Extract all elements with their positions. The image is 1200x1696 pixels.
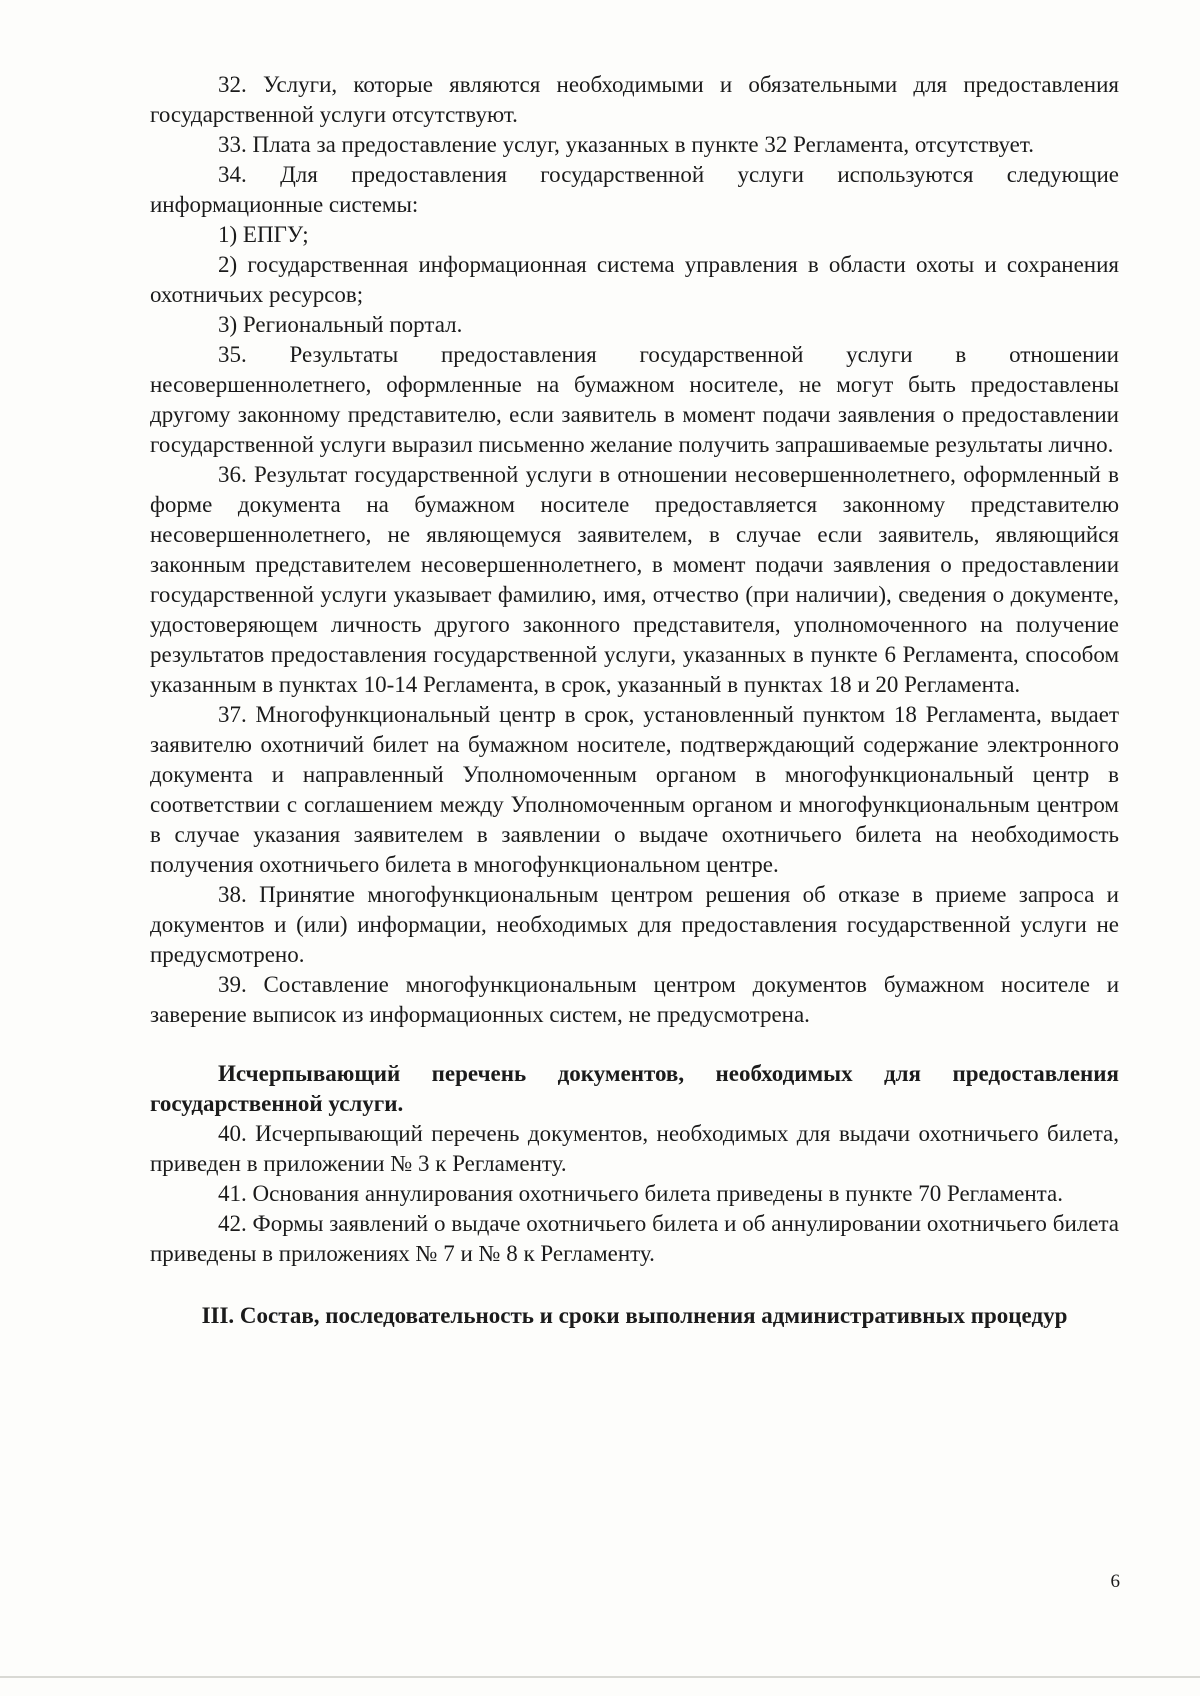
list-item-3: 3) Региональный портал. bbox=[218, 312, 463, 337]
paragraph-35: 35. Результаты предоставления государственной услуги в отношении несовершеннолетнего, оформленные на бумажном носителе, не могут быть предоставлены другому законному представителю, если заявитель в момент подачи заявления о предоставлении государственной услуги выразил письменно желание получить запрашиваемые результаты лично. bbox=[150, 342, 1119, 457]
paragraph-33: 33. Плата за предоставление услуг, указанных в пункте 32 Регламента, отсутствует. bbox=[218, 132, 1034, 157]
list-item-1: 1) ЕПГУ; bbox=[218, 222, 309, 247]
paragraph-42: 42. Формы заявлений о выдаче охотничьего билета и об аннулировании охотничьего билета приведены в приложениях № 7 и № 8 к Регламенту. bbox=[150, 1211, 1119, 1266]
paragraph-34: 34. Для предоставления государственной услуги используются следующие информационные системы: bbox=[150, 162, 1119, 217]
paragraph-32: 32. Услуги, которые являются необходимыми и обязательными для предоставления государственной услуги отсутствуют. bbox=[150, 72, 1119, 127]
paragraph-41: 41. Основания аннулирования охотничьего билета приведены в пункте 70 Регламента. bbox=[218, 1181, 1063, 1206]
scan-edge-line bbox=[0, 1676, 1200, 1678]
paragraph-39: 39. Составление многофункциональным центром документов бумажном носителе и заверение выписок из информационных систем, не предусмотрена. bbox=[150, 972, 1119, 1027]
section-heading: Исчерпывающий перечень документов, необходимых для предоставления государственной услуги. bbox=[150, 1061, 1119, 1116]
document-body bbox=[150, 70, 1119, 1331]
paragraph-37: 37. Многофункциональный центр в срок, установленный пунктом 18 Регламента, выдает заявителю охотничий билет на бумажном носителе, подтверждающий содержание электронного документа и направленный Уполномоченным органом в многофункциональный центр в соответствии с соглашением между Уполномоченным органом и многофункциональным центром в случае указания заявителем в заявлении о выдаче охотничьего билета на необходимость получения охотничьего билета в многофункциональном центре. bbox=[150, 702, 1119, 877]
paragraph-40: 40. Исчерпывающий перечень документов, необходимых для выдачи охотничьего билета, приведен в приложении № 3 к Регламенту. bbox=[150, 1121, 1119, 1176]
paragraph-38: 38. Принятие многофункциональным центром решения об отказе в приеме запроса и документов и (или) информации, необходимых для предоставления государственной услуги не предусмотрено. bbox=[150, 882, 1119, 967]
page-number: 6 bbox=[1110, 1571, 1120, 1592]
paragraph-36: 36. Результат государственной услуги в отношении несовершеннолетнего, оформленный в форме документа на бумажном носителе предоставляется законному представителю несовершеннолетнего, не являющемуся заявителем, в случае если заявитель, являющийся законным представителем несовершеннолетнего, в момент подачи заявления о предоставлении государственной услуги указывает фамилию, имя, отчество (при наличии), сведения о документе, удостоверяющем личность другого законного представителя, уполномоченного на получение результатов предоставления государственной услуги, указанных в пункте 6 Регламента, способом указанным в пунктах 10-14 Регламента, в срок, указанный в пунктах 18 и 20 Регламента. bbox=[150, 462, 1119, 697]
chapter-heading: III. Состав, последовательность и сроки выполнения административных процедур bbox=[201, 1303, 1068, 1328]
list-item-2: 2) государственная информационная система управления в области охоты и сохранения охотничьих ресурсов; bbox=[150, 252, 1119, 307]
